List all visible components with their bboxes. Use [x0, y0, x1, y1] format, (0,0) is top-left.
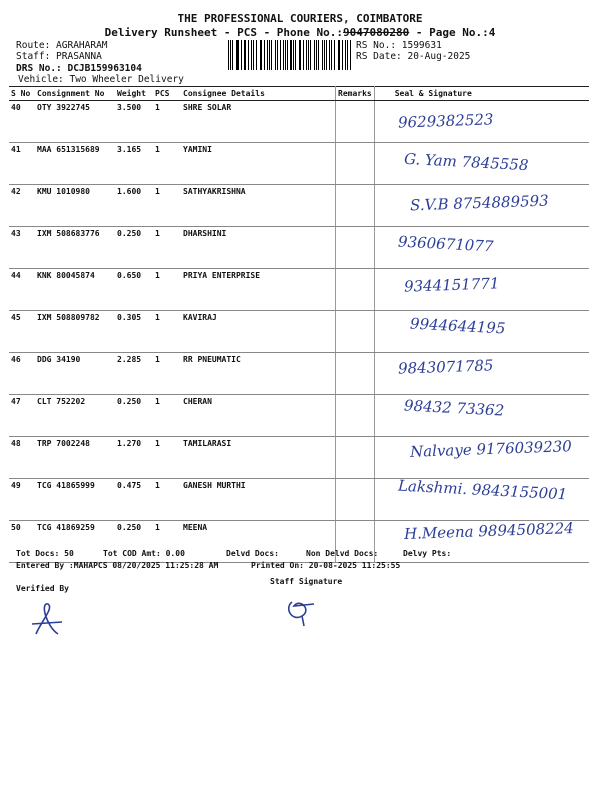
col-weight: Weight	[115, 87, 153, 101]
row-sno: 40	[9, 101, 35, 143]
vehicle: Vehicle: Two Wheeler Delivery	[18, 74, 184, 85]
page-number: - Page No.:4	[409, 26, 496, 39]
delivered-docs: Delvd Docs:	[226, 549, 279, 558]
row-remarks	[336, 437, 375, 479]
row-pcs: 1	[153, 185, 181, 227]
barcode-bar	[322, 40, 323, 70]
row-remarks	[336, 395, 375, 437]
col-consignee: Consignee Details	[181, 87, 336, 101]
row-weight: 0.250	[115, 227, 153, 269]
row-weight: 0.250	[115, 395, 153, 437]
row-sno: 50	[9, 521, 35, 563]
handwritten-signature: 9344151771	[403, 274, 500, 296]
barcode-bar	[295, 40, 296, 70]
handwritten-signature: 9843071785	[397, 356, 494, 378]
row-consignee: PRIYA ENTERPRISE	[181, 269, 336, 311]
staff: Staff: PRASANNA	[16, 51, 102, 62]
rs-number: RS No.: 1599631	[356, 40, 442, 51]
handwritten-signature: H.Meena 9894508224	[403, 519, 575, 543]
rs-date: RS Date: 20-Aug-2025	[356, 51, 471, 62]
handwritten-signature: 98432 73362	[403, 396, 505, 420]
total-cod: Tot COD Amt: 0.00	[103, 549, 185, 558]
row-pcs: 1	[153, 521, 181, 563]
barcode-bar	[303, 40, 304, 70]
row-consignment-no: DDG 34190	[35, 353, 115, 395]
barcode-bar	[329, 40, 330, 70]
row-remarks	[336, 479, 375, 521]
handwritten-signature: Nalvaye 9176039230	[409, 437, 573, 461]
row-remarks	[336, 311, 375, 353]
row-consignment-no: TCG 41865999	[35, 479, 115, 521]
barcode-bar	[253, 40, 254, 70]
row-consignee: RR PNEUMATIC	[181, 353, 336, 395]
row-consignee: GANESH MURTHI	[181, 479, 336, 521]
barcode-bar	[334, 40, 335, 70]
row-sno: 43	[9, 227, 35, 269]
row-consignment-no: MAA 651315689	[35, 143, 115, 185]
barcode-bar	[248, 40, 249, 70]
row-pcs: 1	[153, 311, 181, 353]
row-sno: 48	[9, 437, 35, 479]
row-consignee: SATHYAKRISHNA	[181, 185, 336, 227]
col-sno: S No	[9, 87, 35, 101]
row-consignee: DHARSHINI	[181, 227, 336, 269]
barcode-bar	[237, 40, 238, 70]
delivery-points: Delvy Pts:	[403, 549, 452, 558]
handwritten-signature: 9629382523	[397, 110, 494, 132]
row-consignee: KAVIRAJ	[181, 311, 336, 353]
row-remarks	[336, 185, 375, 227]
handwritten-signature: G. Yam 7845558	[403, 149, 529, 175]
handwritten-signature: 9360671077	[397, 232, 494, 256]
row-sno: 47	[9, 395, 35, 437]
barcode-bar	[271, 40, 272, 70]
row-consignment-no: TRP 7002248	[35, 437, 115, 479]
table-header-row	[9, 87, 589, 101]
handwritten-signature: S.V.B 8754889593	[409, 191, 549, 215]
barcode-bar	[228, 40, 229, 70]
table-row	[9, 269, 589, 311]
verified-signature	[28, 600, 68, 640]
row-sno: 45	[9, 311, 35, 353]
barcode-bar	[277, 40, 278, 70]
row-remarks	[336, 269, 375, 311]
barcode-bar	[236, 40, 237, 70]
barcode-bar	[264, 40, 265, 70]
row-remarks	[336, 101, 375, 143]
barcode-bar	[314, 40, 315, 70]
non-delivered-docs: Non Delvd Docs:	[306, 549, 379, 558]
staff-signature-label: Staff Signature	[270, 577, 343, 586]
barcode	[228, 40, 353, 70]
row-weight: 1.270	[115, 437, 153, 479]
row-remarks	[336, 227, 375, 269]
row-sno: 42	[9, 185, 35, 227]
row-pcs: 1	[153, 395, 181, 437]
row-consignee: SHRE SOLAR	[181, 101, 336, 143]
table-row	[9, 353, 589, 395]
row-consignee: YAMINI	[181, 143, 336, 185]
row-pcs: 1	[153, 437, 181, 479]
col-remarks: Remarks	[336, 87, 375, 101]
row-consignment-no: CLT 752202	[35, 395, 115, 437]
subtitle-prefix: Delivery Runsheet - PCS - Phone No.:	[104, 26, 344, 39]
row-pcs: 1	[153, 353, 181, 395]
row-weight: 2.285	[115, 353, 153, 395]
row-consignee: MEENA	[181, 521, 336, 563]
col-consignment: Consignment No	[35, 87, 115, 101]
phone-number: 9047080280	[343, 26, 410, 39]
printed-on: Printed On: 20-08-2025 11:25:55	[251, 561, 401, 570]
col-pcs: PCS	[153, 87, 181, 101]
entered-by: Entered By :MAHAPCS 08/20/2025 11:25:28 AM	[16, 561, 219, 570]
barcode-bar	[280, 40, 281, 70]
row-pcs: 1	[153, 479, 181, 521]
barcode-bar	[310, 40, 311, 70]
company-title: THE PROFESSIONAL COURIERS, COIMBATORE	[177, 12, 423, 25]
handwritten-signature: 9944644195	[409, 314, 506, 338]
row-consignee: TAMILARASI	[181, 437, 336, 479]
drs-number: DRS No.: DCJB159963104	[16, 63, 142, 74]
staff-signature	[282, 594, 327, 629]
row-remarks	[336, 143, 375, 185]
row-sno: 49	[9, 479, 35, 521]
runsheet-subtitle	[0, 26, 600, 39]
total-docs: Tot Docs: 50	[16, 549, 74, 558]
row-pcs: 1	[153, 227, 181, 269]
row-weight: 0.250	[115, 521, 153, 563]
table-row	[9, 101, 589, 143]
route: Route: AGRAHARAM	[16, 40, 108, 51]
row-consignment-no: KNK 80045874	[35, 269, 115, 311]
row-weight: 1.600	[115, 185, 153, 227]
col-signature: Seal & Signature	[374, 87, 589, 101]
handwritten-signature: Lakshmi. 9843155001	[397, 476, 568, 504]
row-consignee: CHERAN	[181, 395, 336, 437]
row-pcs: 1	[153, 143, 181, 185]
barcode-bar	[290, 40, 291, 70]
barcode-bar	[347, 40, 348, 70]
row-pcs: 1	[153, 269, 181, 311]
row-consignment-no: KMU 1010980	[35, 185, 115, 227]
verified-by-label: Verified By	[16, 584, 69, 593]
row-weight: 0.475	[115, 479, 153, 521]
row-sno: 46	[9, 353, 35, 395]
row-consignment-no: IXM 508809782	[35, 311, 115, 353]
row-weight: 3.500	[115, 101, 153, 143]
row-consignment-no: IXM 508683776	[35, 227, 115, 269]
barcode-bar	[256, 40, 257, 70]
row-sno: 44	[9, 269, 35, 311]
row-sno: 41	[9, 143, 35, 185]
table-row	[9, 227, 589, 269]
row-consignment-no: TCG 41869259	[35, 521, 115, 563]
row-pcs: 1	[153, 101, 181, 143]
row-consignment-no: OTY 3922745	[35, 101, 115, 143]
row-weight: 0.650	[115, 269, 153, 311]
row-weight: 3.165	[115, 143, 153, 185]
barcode-bar	[342, 40, 343, 70]
row-remarks	[336, 353, 375, 395]
row-weight: 0.305	[115, 311, 153, 353]
